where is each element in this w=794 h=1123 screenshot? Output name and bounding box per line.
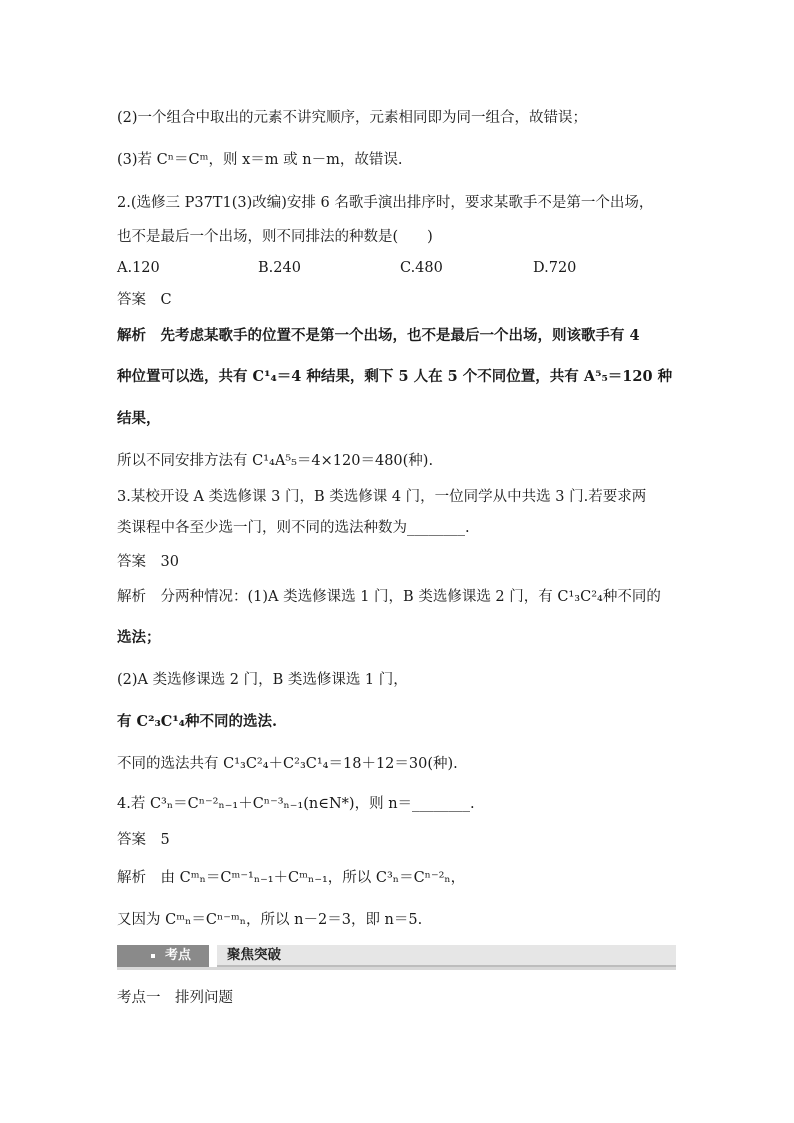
question-4-solution-line-2: 又因为 Cᵐₙ＝Cⁿ⁻ᵐₙ，所以 n－2＝3，即 n＝5.: [117, 912, 423, 928]
question-2-solution-line-2: 种位置可以选，共有 C¹₄＝4 种结果，剩下 5 人在 5 个不同位置，共有 A⁵₅＝120 种: [117, 368, 673, 385]
question-3-solution-line-3: (2)A 类选修课选 2 门，B 类选修课选 1 门，: [117, 672, 408, 688]
question-2-stem-line-2: 也不是最后一个出场，则不同排法的种数是( ): [117, 229, 433, 245]
question-3-solution-line-5: 不同的选法共有 C¹₃C²₄＋C²₃C¹₄＝18＋12＝30(种).: [117, 756, 458, 772]
option-d: D.720: [533, 260, 577, 276]
text-line-2: (3)若 Cⁿ＝Cᵐ，则 x＝m 或 n－m，故错误.: [117, 152, 403, 168]
question-3-solution-line-1: 解析 分两种情况：(1)A 类选修课选 1 门，B 类选修课选 2 门，有 C¹₃C²₄种不同的: [117, 589, 661, 605]
question-3-stem-line-2: 类课程中各至少选一门，则不同的选法种数为________.: [117, 520, 470, 536]
text-line-1: (2)一个组合中取出的元素不讲究顺序，元素相同即为同一组合，故错误；: [117, 110, 588, 126]
option-b: B.240: [258, 260, 301, 276]
section-header: [117, 945, 676, 967]
kaodian-heading: 考点一 排列问题: [117, 990, 233, 1006]
question-2-stem-line-1: 2.(选修三 P37T1(3)改编)安排 6 名歌手演出排序时，要求某歌手不是第一个出场，: [117, 195, 654, 211]
section-tag-label: 考点: [165, 948, 192, 963]
question-2-solution-line-3: 结果，: [117, 410, 161, 427]
section-title: 聚焦突破: [227, 947, 281, 963]
section-title-bar: [217, 945, 676, 967]
question-4-solution-line-1: 解析 由 Cᵐₙ＝Cᵐ⁻¹ₙ₋₁＋Cᵐₙ₋₁，所以 C³ₙ＝Cⁿ⁻²ₙ，: [117, 870, 466, 886]
bullet-square-icon: [151, 954, 155, 958]
question-3-solution-line-2: 选法；: [117, 629, 161, 646]
question-4-answer: 答案 5: [117, 832, 170, 848]
section-divider: [117, 967, 676, 970]
question-2-options: [117, 258, 677, 278]
option-c: C.480: [400, 260, 443, 276]
question-2-answer: 答案 C: [117, 292, 172, 308]
question-3-solution-line-4: 有 C²₃C¹₄种不同的选法.: [117, 713, 278, 730]
section-tag: [117, 945, 209, 967]
option-a: A.120: [117, 260, 160, 276]
question-2-solution-line-1: 解析 先考虑某歌手的位置不是第一个出场，也不是最后一个出场，则该歌手有 4: [117, 327, 640, 344]
question-3-answer: 答案 30: [117, 554, 179, 570]
question-3-stem-line-1: 3.某校开设 A 类选修课 3 门，B 类选修课 4 门，一位同学从中共选 3 门.若要求两: [117, 489, 647, 505]
question-4-stem: 4.若 C³ₙ＝Cⁿ⁻²ₙ₋₁＋Cⁿ⁻³ₙ₋₁(n∈N*)，则 n＝________.: [117, 796, 475, 812]
question-2-solution-line-4: 所以不同安排方法有 C¹₄A⁵₅＝4×120＝480(种).: [117, 453, 434, 469]
